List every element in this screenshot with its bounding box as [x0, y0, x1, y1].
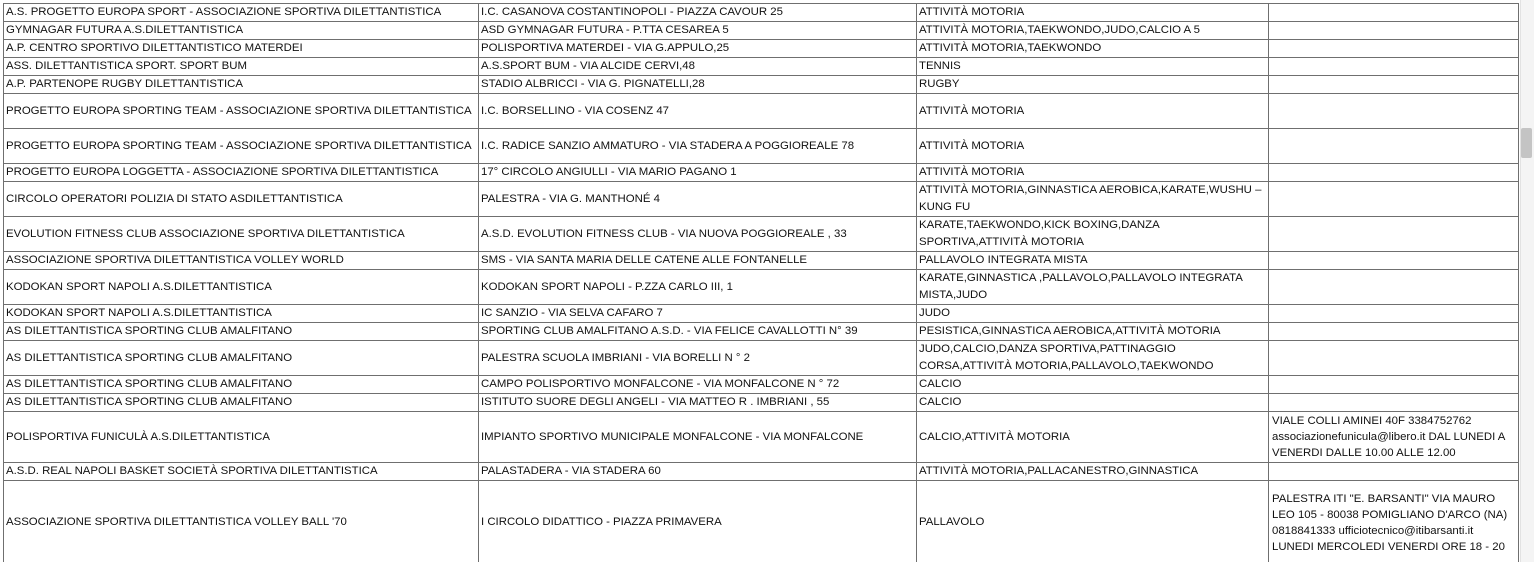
- association-name-cell: PROGETTO EUROPA LOGGETTA - ASSOCIAZIONE SPORTIVA DILETTANTISTICA: [4, 164, 479, 182]
- activities-cell: PESISTICA,GINNASTICA AEROBICA,ATTIVITÀ MOTORIA: [917, 323, 1269, 341]
- table-row: [4, 58, 1519, 76]
- table-row: [4, 412, 1519, 463]
- table-row: [4, 94, 1519, 129]
- table-row: [4, 305, 1519, 323]
- activities-cell: ATTIVITÀ MOTORIA,TAEKWONDO: [917, 40, 1269, 58]
- activities-cell: CALCIO: [917, 376, 1269, 394]
- table-row: [4, 129, 1519, 164]
- activities-cell: ATTIVITÀ MOTORIA,PALLACANESTRO,GINNASTICA: [917, 463, 1269, 481]
- association-name-cell: ASSOCIAZIONE SPORTIVA DILETTANTISTICA VOLLEY WORLD: [4, 252, 479, 270]
- facility-address-cell: ISTITUTO SUORE DEGLI ANGELI - VIA MATTEO R . IMBRIANI , 55: [479, 394, 917, 412]
- contact-info-cell: PALESTRA ITI "E. BARSANTI" VIA MAURO LEO 105 - 80038 POMIGLIANO D'ARCO (NA) 0818841333 ufficiotecnico@itibarsanti.it LUNEDI MERCOLEDI VENERDI ORE 18 - 20: [1269, 481, 1519, 562]
- table-row: [4, 22, 1519, 40]
- activities-cell: CALCIO: [917, 394, 1269, 412]
- association-name-cell: GYMNAGAR FUTURA A.S.DILETTANTISTICA: [4, 22, 479, 40]
- facility-address-cell: POLISPORTIVA MATERDEI - VIA G.APPULO,25: [479, 40, 917, 58]
- contact-info-cell: [1269, 76, 1519, 94]
- table-row: [4, 76, 1519, 94]
- activities-cell: KARATE,TAEKWONDO,KICK BOXING,DANZA SPORTIVA,ATTIVITÀ MOTORIA: [917, 217, 1269, 252]
- facility-address-cell: STADIO ALBRICCI - VIA G. PIGNATELLI,28: [479, 76, 917, 94]
- contact-info-cell: [1269, 305, 1519, 323]
- association-name-cell: POLISPORTIVA FUNICULÀ A.S.DILETTANTISTICA: [4, 412, 479, 463]
- facility-address-cell: SMS - VIA SANTA MARIA DELLE CATENE ALLE FONTANELLE: [479, 252, 917, 270]
- contact-info-cell: [1269, 252, 1519, 270]
- contact-info-cell: [1269, 463, 1519, 481]
- facility-address-cell: KODOKAN SPORT NAPOLI - P.ZZA CARLO III, 1: [479, 270, 917, 305]
- facility-address-cell: CAMPO POLISPORTIVO MONFALCONE - VIA MONFALCONE N ° 72: [479, 376, 917, 394]
- contact-info-cell: [1269, 22, 1519, 40]
- activities-cell: ATTIVITÀ MOTORIA: [917, 94, 1269, 129]
- facility-address-cell: I.C. BORSELLINO - VIA COSENZ 47: [479, 94, 917, 129]
- table-row: [4, 4, 1519, 22]
- scrollbar-thumb[interactable]: [1521, 128, 1532, 158]
- association-name-cell: ASS. DILETTANTISTICA SPORT. SPORT BUM: [4, 58, 479, 76]
- contact-info-cell: [1269, 270, 1519, 305]
- activities-cell: KARATE,GINNASTICA ,PALLAVOLO,PALLAVOLO INTEGRATA MISTA,JUDO: [917, 270, 1269, 305]
- table-row: [4, 341, 1519, 376]
- contact-info-cell: [1269, 40, 1519, 58]
- contact-info-cell: [1269, 58, 1519, 76]
- table-row: [4, 376, 1519, 394]
- table-row: [4, 252, 1519, 270]
- activities-cell: PALLAVOLO INTEGRATA MISTA: [917, 252, 1269, 270]
- facility-address-cell: IC SANZIO - VIA SELVA CAFARO 7: [479, 305, 917, 323]
- table-row: [4, 394, 1519, 412]
- activities-cell: ATTIVITÀ MOTORIA,TAEKWONDO,JUDO,CALCIO A 5: [917, 22, 1269, 40]
- association-name-cell: A.S.D. REAL NAPOLI BASKET SOCIETÀ SPORTIVA DILETTANTISTICA: [4, 463, 479, 481]
- contact-info-cell: [1269, 164, 1519, 182]
- activities-cell: ATTIVITÀ MOTORIA,GINNASTICA AEROBICA,KARATE,WUSHU – KUNG FU: [917, 182, 1269, 217]
- activities-cell: TENNIS: [917, 58, 1269, 76]
- table-row: [4, 270, 1519, 305]
- association-name-cell: KODOKAN SPORT NAPOLI A.S.DILETTANTISTICA: [4, 270, 479, 305]
- table-row: [4, 323, 1519, 341]
- facility-address-cell: A.S.D. EVOLUTION FITNESS CLUB - VIA NUOVA POGGIOREALE , 33: [479, 217, 917, 252]
- contact-info-cell: [1269, 129, 1519, 164]
- facility-address-cell: PALESTRA SCUOLA IMBRIANI - VIA BORELLI N ° 2: [479, 341, 917, 376]
- contact-info-cell: [1269, 341, 1519, 376]
- association-name-cell: ASSOCIAZIONE SPORTIVA DILETTANTISTICA VOLLEY BALL '70: [4, 481, 479, 562]
- table-row: [4, 182, 1519, 217]
- facility-address-cell: PALESTRA - VIA G. MANTHONÉ 4: [479, 182, 917, 217]
- contact-info-cell: [1269, 323, 1519, 341]
- table-row: [4, 164, 1519, 182]
- contact-info-cell: [1269, 376, 1519, 394]
- facility-address-cell: 17° CIRCOLO ANGIULLI - VIA MARIO PAGANO 1: [479, 164, 917, 182]
- contact-info-cell: [1269, 217, 1519, 252]
- facility-address-cell: PALASTADERA - VIA STADERA 60: [479, 463, 917, 481]
- contact-info-cell: [1269, 394, 1519, 412]
- facility-address-cell: A.S.SPORT BUM - VIA ALCIDE CERVI,48: [479, 58, 917, 76]
- facility-address-cell: SPORTING CLUB AMALFITANO A.S.D. - VIA FELICE CAVALLOTTI N° 39: [479, 323, 917, 341]
- contact-info-cell: [1269, 182, 1519, 217]
- association-name-cell: KODOKAN SPORT NAPOLI A.S.DILETTANTISTICA: [4, 305, 479, 323]
- sports-associations-table: [3, 3, 1519, 562]
- association-name-cell: AS DILETTANTISTICA SPORTING CLUB AMALFITANO: [4, 323, 479, 341]
- activities-cell: PALLAVOLO: [917, 481, 1269, 562]
- association-name-cell: AS DILETTANTISTICA SPORTING CLUB AMALFITANO: [4, 341, 479, 376]
- association-name-cell: PROGETTO EUROPA SPORTING TEAM - ASSOCIAZIONE SPORTIVA DILETTANTISTICA: [4, 94, 479, 129]
- contact-info-cell: VIALE COLLI AMINEI 40F 3384752762 associazionefunicula@libero.it DAL LUNEDI A VENERDI DALLE 10.00 ALLE 12.00: [1269, 412, 1519, 463]
- table-row: [4, 40, 1519, 58]
- table-row: [4, 481, 1519, 562]
- association-name-cell: PROGETTO EUROPA SPORTING TEAM - ASSOCIAZIONE SPORTIVA DILETTANTISTICA: [4, 129, 479, 164]
- activities-cell: RUGBY: [917, 76, 1269, 94]
- association-name-cell: A.S. PROGETTO EUROPA SPORT - ASSOCIAZIONE SPORTIVA DILETTANTISTICA: [4, 4, 479, 22]
- association-name-cell: A.P. CENTRO SPORTIVO DILETTANTISTICO MATERDEI: [4, 40, 479, 58]
- contact-info-cell: [1269, 4, 1519, 22]
- association-name-cell: AS DILETTANTISTICA SPORTING CLUB AMALFITANO: [4, 394, 479, 412]
- activities-cell: ATTIVITÀ MOTORIA: [917, 4, 1269, 22]
- table-row: [4, 463, 1519, 481]
- activities-cell: ATTIVITÀ MOTORIA: [917, 164, 1269, 182]
- activities-cell: CALCIO,ATTIVITÀ MOTORIA: [917, 412, 1269, 463]
- facility-address-cell: I.C. CASANOVA COSTANTINOPOLI - PIAZZA CAVOUR 25: [479, 4, 917, 22]
- association-name-cell: CIRCOLO OPERATORI POLIZIA DI STATO ASDILETTANTISTICA: [4, 182, 479, 217]
- table-row: [4, 217, 1519, 252]
- facility-address-cell: ASD GYMNAGAR FUTURA - P.TTA CESAREA 5: [479, 22, 917, 40]
- association-name-cell: EVOLUTION FITNESS CLUB ASSOCIAZIONE SPORTIVA DILETTANTISTICA: [4, 217, 479, 252]
- association-name-cell: AS DILETTANTISTICA SPORTING CLUB AMALFITANO: [4, 376, 479, 394]
- facility-address-cell: I.C. RADICE SANZIO AMMATURO - VIA STADERA A POGGIOREALE 78: [479, 129, 917, 164]
- contact-info-cell: [1269, 94, 1519, 129]
- activities-cell: JUDO,CALCIO,DANZA SPORTIVA,PATTINAGGIO CORSA,ATTIVITÀ MOTORIA,PALLAVOLO,TAEKWONDO: [917, 341, 1269, 376]
- activities-cell: JUDO: [917, 305, 1269, 323]
- facility-address-cell: IMPIANTO SPORTIVO MUNICIPALE MONFALCONE - VIA MONFALCONE: [479, 412, 917, 463]
- facility-address-cell: I CIRCOLO DIDATTICO - PIAZZA PRIMAVERA: [479, 481, 917, 562]
- vertical-scrollbar[interactable]: [1520, 0, 1534, 562]
- association-name-cell: A.P. PARTENOPE RUGBY DILETTANTISTICA: [4, 76, 479, 94]
- activities-cell: ATTIVITÀ MOTORIA: [917, 129, 1269, 164]
